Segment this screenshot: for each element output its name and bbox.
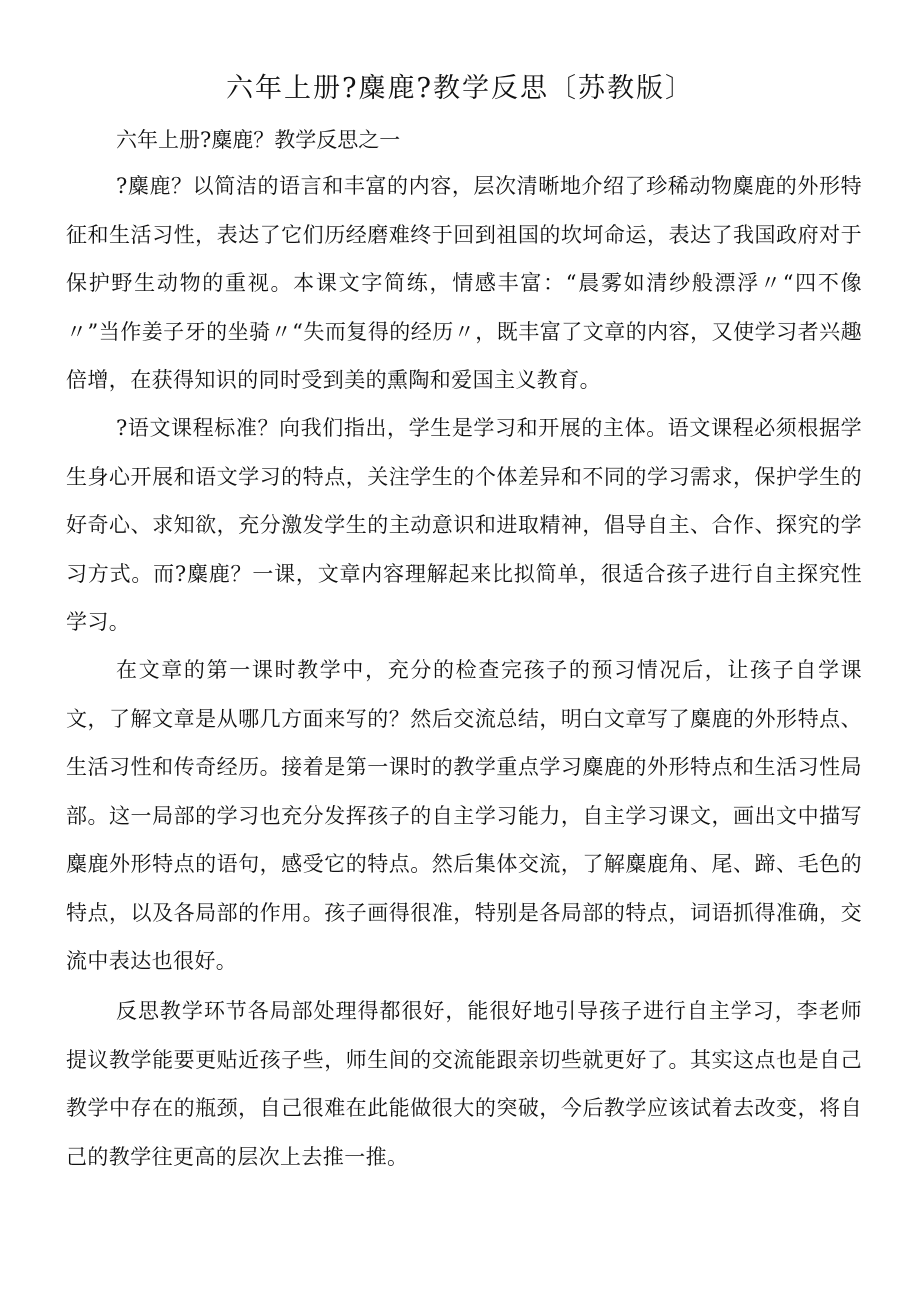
paragraph-2: ?语文课程标准？向我们指出，学生是学习和开展的主体。语文课程必须根据学生身心开展和语文学习的特点，关注学生的个体差异和不同的学习需求，保护学生的好奇心、求知欲，充分激发学生的主动意识和进取精神，倡导自主、合作、探究的学习方式。而?麋鹿？一课，文章内容理解起来比拟简单，很适合孩子进行自主探究性学习。 (66, 416, 862, 634)
document-title: 六年上册?麋鹿?教学反思〔苏教版〕 (226, 73, 694, 104)
paragraph-4: 反思教学环节各局部处理得都很好，能很好地引导孩子进行自主学习，李老师提议教学能要更贴近孩子些，师生间的交流能跟亲切些就更好了。其实这点也是自己教学中存在的瓶颈，自己很难在此能做很大的突破，今后教学应该试着去改变，将自己的教学往更高的层次上去推一推。 (66, 999, 862, 1169)
paragraph-1: ?麋鹿？以简洁的语言和丰富的内容，层次清晰地介绍了珍稀动物麋鹿的外形特征和生活习性，表达了它们历经磨难终于回到祖国的坎坷命运，表达了我国政府对于保护野生动物的重视。本课文字简练，情感丰富：“晨雾如清纱般漂浮〃“四不像〃”当作姜子牙的坐骑〃“失而复得的经历〃，既丰富了文章的内容，又使学习者兴趣倍增，在获得知识的同时受到美的熏陶和爱国主义教育。 (66, 174, 862, 392)
document-subtitle: 六年上册?麋鹿？教学反思之一 (116, 128, 401, 152)
paragraph-3: 在文章的第一课时教学中，充分的检查完孩子的预习情况后，让孩子自学课文，了解文章是从哪几方面来写的？然后交流总结，明白文章写了麋鹿的外形特点、生活习性和传奇经历。接着是第一课时的教学重点学习麋鹿的外形特点和生活习性局部。这一局部的学习也充分发挥孩子的自主学习能力，自主学习课文，画出文中描写麋鹿外形特点的语句，感受它的特点。然后集体交流，了解麋鹿角、尾、蹄、毛色的特点，以及各局部的作用。孩子画得很准，特别是各局部的特点，词语抓得准确，交流中表达也很好。 (66, 658, 862, 973)
